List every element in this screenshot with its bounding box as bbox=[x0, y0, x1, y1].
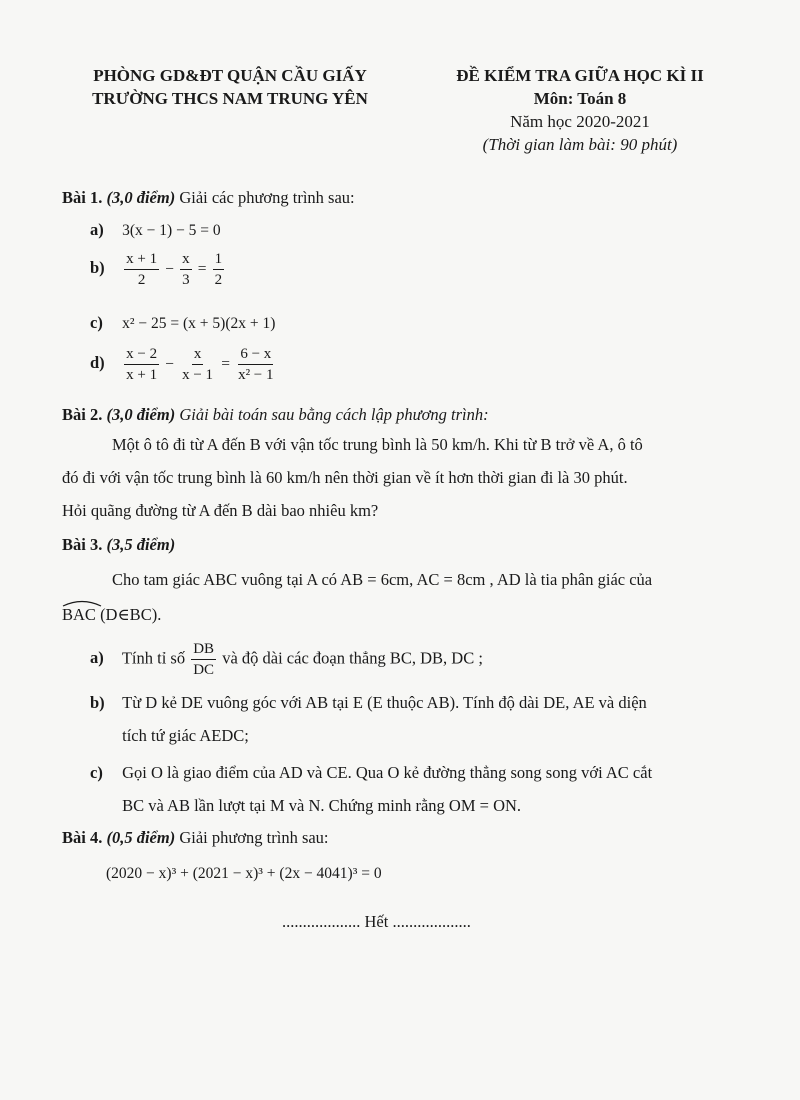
bai1-c bbox=[90, 313, 275, 333]
bai2-body bbox=[62, 428, 752, 527]
bai3-a-frac: $\frac{DB}{DC}$ bbox=[193, 641, 215, 678]
bai2-label: Bài 2. bbox=[62, 405, 103, 424]
bai1-c-label: c) bbox=[90, 313, 103, 332]
bai3-d-on-bc: (D∈BC). bbox=[100, 605, 162, 624]
bai3-a-text1: Tính tỉ số bbox=[121, 648, 186, 668]
bai1-d-frac1: $\frac{x - 2}{x + 1}$ bbox=[126, 346, 158, 383]
bai4-label: Bài 4. bbox=[62, 828, 103, 847]
bai3-a-label: a) bbox=[90, 648, 104, 668]
bai3-b-text bbox=[122, 686, 647, 752]
header-exam bbox=[420, 64, 740, 156]
bai1-a-label: a) bbox=[90, 220, 104, 239]
bai4-points: (0,5 điểm) bbox=[106, 828, 176, 847]
header-school bbox=[70, 64, 390, 110]
exam-duration: (Thời gian làm bài: 90 phút) bbox=[482, 135, 678, 154]
bai1-d-op2: = bbox=[221, 355, 230, 373]
bai3-a-text2: và độ dài các đoạn thẳng BC, DB, DC ; bbox=[222, 648, 483, 668]
bai3-intro-line2 bbox=[62, 605, 161, 625]
angle-bac-text: BAC bbox=[62, 605, 96, 624]
school-dept: PHÒNG GD&ĐT QUẬN CẦU GIẤY bbox=[93, 66, 367, 85]
bai1-d-frac3: $\frac{6 - x}{\text{x² − 1}}$ bbox=[238, 346, 274, 383]
bai1-heading bbox=[62, 188, 355, 208]
bai3-c-label: c) bbox=[90, 763, 103, 782]
bai1-b-frac3: $\frac{1}{2}$ bbox=[214, 251, 223, 288]
angle-arc-icon bbox=[62, 599, 102, 607]
bai3-c-line2: BC và AB lần lượt tại M và N. Chứng minh rằng OM = ON. bbox=[122, 796, 522, 815]
bai2-line2: đó đi với vận tốc trung bình là 60 km/h nên thời gian về ít hơn thời gian đi là 30 phút. bbox=[62, 468, 628, 487]
bai3-heading bbox=[62, 535, 175, 555]
bai3-c bbox=[90, 763, 652, 822]
bai4-heading bbox=[62, 828, 329, 848]
bai3-points: (3,5 điểm) bbox=[106, 535, 176, 554]
bai1-b-frac2: $\frac{x}{3}$ bbox=[182, 251, 190, 288]
bai1-points: (3,0 điểm) bbox=[106, 188, 176, 207]
bai3-b-label: b) bbox=[90, 693, 105, 712]
bai3-b bbox=[90, 693, 647, 752]
exam-year: Năm học 2020-2021 bbox=[510, 112, 650, 131]
bai2-line3: Hỏi quãng đường từ A đến B dài bao nhiêu km? bbox=[62, 501, 379, 520]
bai2-points: (3,0 điểm) bbox=[106, 405, 176, 424]
bai3-intro-line1: Cho tam giác ABC vuông tại A có AB = 6cm, AC = 8cm , AD là tia phân giác của bbox=[112, 570, 653, 589]
angle-bac bbox=[62, 605, 96, 625]
bai1-b-frac1: $\frac{x + 1}{2}$ bbox=[126, 251, 158, 288]
bai1-b-label: b) bbox=[90, 258, 105, 278]
bai1-b-op1: − bbox=[165, 260, 174, 278]
bai3-c-text bbox=[122, 756, 652, 822]
bai1-d-frac2: $\frac{x}{x - 1}$ bbox=[182, 346, 214, 383]
bai1-a bbox=[90, 220, 221, 240]
bai3-c-line1: Gọi O là giao điểm của AD và CE. Qua O kẻ đường thẳng song song với AC cắt bbox=[122, 763, 653, 782]
bai2-prompt: Giải bài toán sau bằng cách lập phương trình: bbox=[179, 405, 489, 424]
bai1-prompt: Giải các phương trình sau: bbox=[179, 188, 355, 207]
bai3-b-line1: Từ D kẻ DE vuông góc với AB tại E (E thuộc AB). Tính độ dài DE, AE và diện bbox=[122, 693, 647, 712]
school-name: TRƯỜNG THCS NAM TRUNG YÊN bbox=[92, 89, 368, 108]
bai4-prompt: Giải phương trình sau: bbox=[179, 828, 329, 847]
bai1-d-label: d) bbox=[90, 353, 105, 373]
bai1-d-op1: − bbox=[165, 355, 174, 373]
bai1-label: Bài 1. bbox=[62, 188, 103, 207]
end-marker: ................... Hết ................... bbox=[282, 912, 471, 931]
exam-title: ĐỀ KIỂM TRA GIỮA HỌC KÌ II bbox=[456, 66, 704, 85]
bai1-a-equation: 3(x − 1) − 5 = 0 bbox=[122, 222, 221, 239]
bai3-a bbox=[90, 640, 483, 679]
bai1-b bbox=[90, 250, 226, 289]
bai3-label: Bài 3. bbox=[62, 535, 103, 554]
bai2-line1: Một ô tô đi từ A đến B với vận tốc trung bình là 50 km/h. Khi từ B trở về A, ô tô bbox=[112, 435, 643, 454]
bai4-equation: (2020 − x)³ + (2021 − x)³ + (2x − 4041)³ = 0 bbox=[106, 865, 382, 882]
bai1-d bbox=[90, 345, 278, 384]
bai1-b-op2: = bbox=[197, 260, 207, 278]
bai3-b-line2: tích tứ giác AEDC; bbox=[122, 726, 249, 745]
bai2-heading bbox=[62, 405, 489, 425]
bai1-c-equation: x² − 25 = (x + 5)(2x + 1) bbox=[122, 315, 276, 332]
exam-subject: Môn: Toán 8 bbox=[533, 89, 627, 108]
